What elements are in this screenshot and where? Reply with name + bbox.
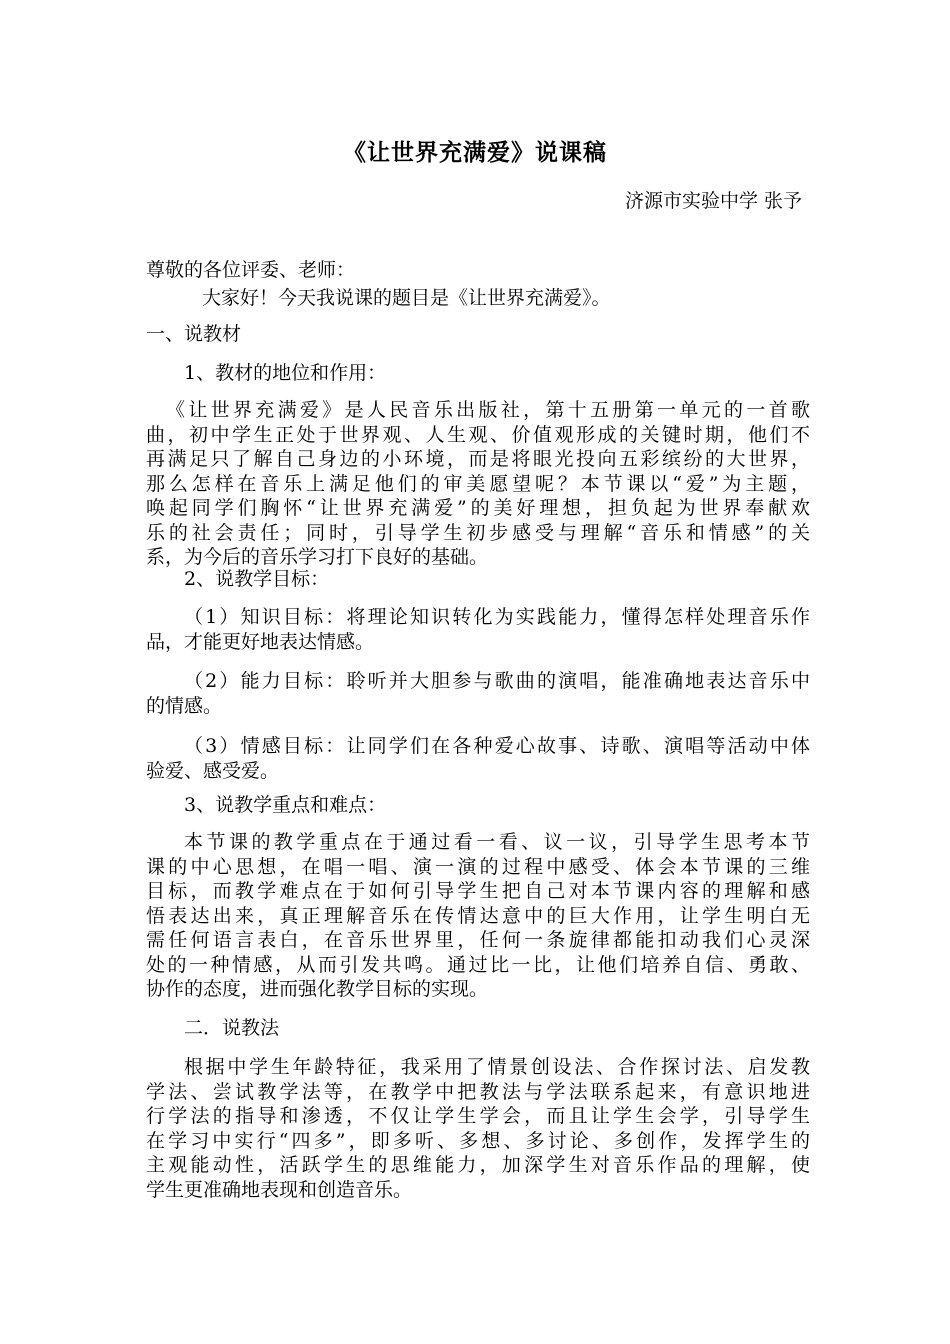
paragraph-line: （2）能力目标：聆听并大胆参与歌曲的演唱，能准确地表达音乐中 bbox=[184, 670, 810, 692]
paragraph-line: 学法、尝试教学法等，在教学中把教法与学法联系起来，有意识地进 bbox=[146, 1080, 810, 1103]
subheading-material-role: 1、教材的地位和作用： bbox=[184, 362, 387, 384]
paragraph-line: 系，为今后的音乐学习打下良好的基础。 bbox=[146, 546, 489, 568]
paragraph-line: 那么怎样在音乐上满足他们的审美愿望呢？本节课以“爱”为主题， bbox=[146, 472, 810, 495]
paragraph-line: 曲，初中学生正处于世界观、人生观、价值观形成的关键时期，他们不 bbox=[146, 423, 810, 446]
paragraph-line: 品，才能更好地表达情感。 bbox=[146, 631, 375, 653]
section-heading-teaching-material: 一、说教材 bbox=[146, 323, 242, 345]
paragraph-ability-goal bbox=[146, 669, 810, 719]
salutation: 尊敬的各位评委、老师： bbox=[146, 259, 356, 281]
paragraph-line: 主观能动性，活跃学生的思维能力，加深学生对音乐作品的理解，使 bbox=[146, 1154, 810, 1176]
paragraph-line: （1）知识目标：将理论知识转化为实践能力，懂得怎样处理音乐作 bbox=[184, 606, 810, 628]
paragraph-material-role bbox=[146, 398, 810, 570]
paragraph-line: 的情感。 bbox=[146, 695, 223, 717]
section-heading-teaching-method: 二．说教法 bbox=[184, 1017, 280, 1039]
paragraph-line: 学生更准确地表现和创造音乐。 bbox=[146, 1178, 413, 1201]
subheading-key-points: 3、说教学重点和难点： bbox=[184, 794, 387, 816]
subheading-teaching-goals: 2、说教学目标： bbox=[184, 568, 330, 590]
paragraph-line: 悟表达出来，真正理解音乐在传情达意中的巨大作用，让学生明白无 bbox=[146, 904, 810, 927]
paragraph-knowledge-goal bbox=[146, 605, 810, 655]
paragraph-line: 《让世界充满爱》是人民音乐出版社，第十五册第一单元的一首歌 bbox=[166, 399, 810, 421]
paragraph-line: 需任何语言表白，在音乐世界里，任何一条旋律都能扣动我们心灵深 bbox=[146, 929, 810, 951]
paragraph-line: 目标，而教学难点在于如何引导学生把自己对本节课内容的理解和感 bbox=[146, 880, 810, 902]
paragraph-key-points bbox=[146, 830, 810, 1002]
paragraph-line: 课的中心思想，在唱一唱、演一演的过程中感受、体会本节课的三维 bbox=[146, 855, 810, 878]
paragraph-line: （3）情感目标：让同学们在各种爱心故事、诗歌、演唱等活动中体 bbox=[184, 735, 810, 757]
paragraph-line: 再满足只了解自己身边的小环境，而是将眼光投向五彩缤纷的大世界， bbox=[146, 448, 810, 470]
paragraph-line: 处的一种情感，从而引发共鸣。通过比一比，让他们培养自信、勇敢、 bbox=[146, 953, 810, 976]
paragraph-line: 唤起同学们胸怀“让世界充满爱”的美好理想，担负起为世界奉献欢 bbox=[146, 497, 810, 519]
paragraph-line: 行学法的指导和渗透，不仅让学生学会，而且让学生会学，引导学生 bbox=[146, 1105, 810, 1127]
paragraph-line: 乐的社会责任；同时，引导学生初步感受与理解“音乐和情感”的关 bbox=[146, 521, 810, 544]
paragraph-line: 在学习中实行“四多”，即多听、多想、多讨论、多创作，发挥学生的 bbox=[146, 1129, 810, 1152]
paragraph-line: 本节课的教学重点在于通过看一看、议一议，引导学生思考本节 bbox=[184, 831, 810, 853]
paragraph-line: 根据中学生年龄特征，我采用了情景创设法、合作探讨法、启发教 bbox=[184, 1056, 810, 1078]
author-line: 济源市实验中学 张予 bbox=[624, 190, 802, 212]
paragraph-emotion-goal bbox=[146, 734, 810, 784]
document-title: 《让世界充满爱》说课稿 bbox=[343, 139, 607, 166]
paragraph-line: 协作的态度，进而强化教学目标的实现。 bbox=[146, 978, 489, 1000]
paragraph-line: 验爱、感受爱。 bbox=[146, 760, 280, 782]
greeting: 大家好！今天我说课的题目是《让世界充满爱》。 bbox=[202, 287, 611, 309]
paragraph-teaching-method bbox=[146, 1055, 810, 1202]
